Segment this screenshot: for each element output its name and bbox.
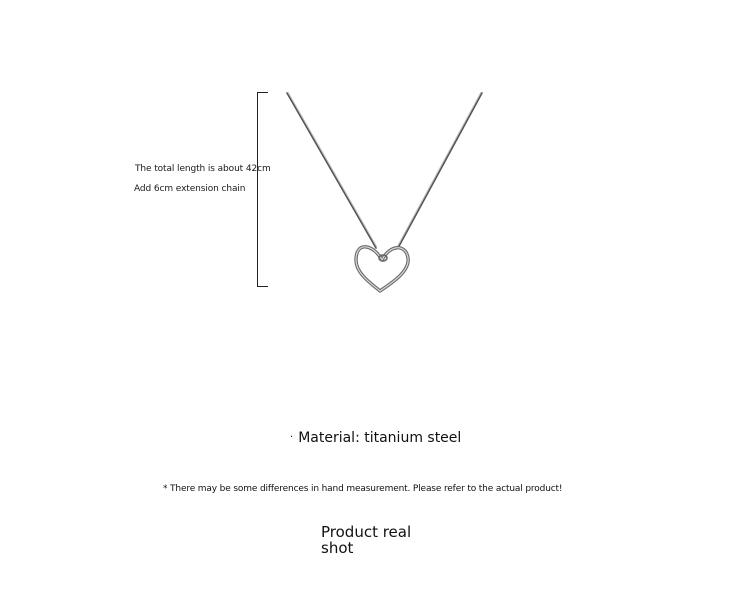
heart-necklace-icon — [270, 88, 500, 308]
extension-chain-label: Add 6cm extension chain — [134, 184, 246, 194]
length-bracket — [257, 92, 268, 287]
product-real-shot-title: Product real shot — [321, 523, 412, 557]
material-line — [290, 430, 461, 446]
material-bullet: · — [290, 432, 294, 443]
measurement-disclaimer: * There may be some differences in hand measurement. Please refer to the actual product! — [163, 484, 563, 494]
total-length-label: The total length is about 42cm — [135, 164, 271, 174]
material-text: Material: titanium steel — [298, 430, 462, 446]
